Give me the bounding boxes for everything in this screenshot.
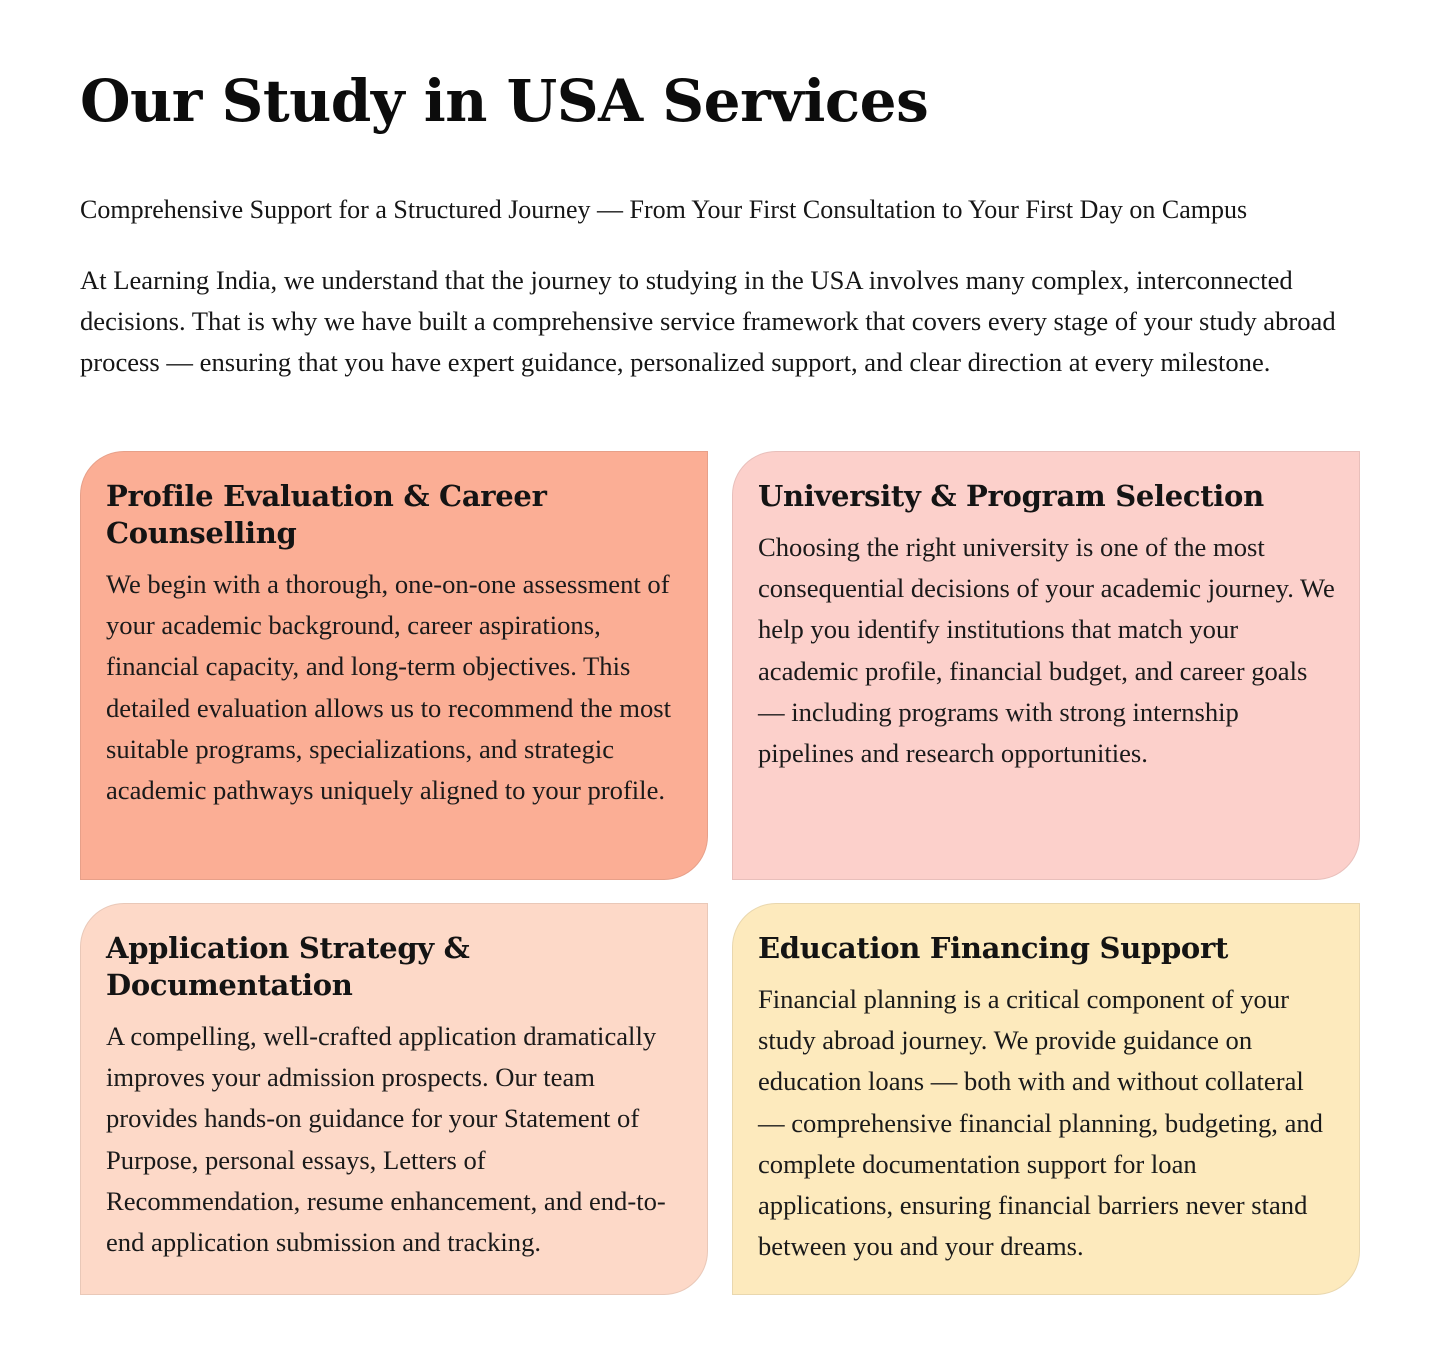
intro-paragraph: At Learning India, we understand that the journey to studying in the USA involves many complex, interconnected decisions. That is why we have built a comprehensive service framework that covers every stage of your study abroad process — ensuring that you have expert guidance, personalized support, and clear direction at every milestone. — [80, 265, 1336, 377]
service-card-body: A compelling, well-crafted application dramatically improves your admission prospects. Our team provides hands-on guidance for your Statement of Purpose, personal essays, Letters of Recommendation, resume enhancement, and end-to-end application submission and tracking. — [106, 1021, 666, 1258]
service-card-education-financing — [732, 903, 1360, 1295]
service-card-profile-evaluation — [80, 451, 708, 880]
service-card-title: Application Strategy & Documentation — [106, 931, 470, 1002]
service-card-university-selection — [732, 451, 1360, 880]
service-card-body: We begin with a thorough, one-on-one assessment of your academic background, career aspirations, financial capacity, and long-term objectives. This detailed evaluation allows us to recommend the most suitable programs, specializations, and strategic academic pathways uniquely aligned to your profile. — [106, 569, 671, 806]
service-card-body: Choosing the right university is one of the most consequential decisions of your academic journey. We help you identify institutions that match your academic profile, financial budget, and career goals — including programs with strong internship pipelines and research opportunities. — [758, 532, 1335, 769]
page-title: Our Study in USA Services — [80, 67, 929, 135]
service-card-title: Education Financing Support — [758, 931, 1229, 965]
page-subtitle: Comprehensive Support for a Structured Journey — From Your First Consultation to Your First Day on Campus — [80, 195, 1248, 224]
service-card-application-strategy — [80, 903, 708, 1295]
service-card-body: Financial planning is a critical component of your study abroad journey. We provide guidance on education loans — both with and without collateral — comprehensive financial planning, budgeting, and complete documentation support for loan applications, ensuring financial barriers never stand between you and your dreams. — [758, 984, 1323, 1262]
service-card-title: Profile Evaluation & Career Counselling — [106, 479, 547, 550]
service-card-title: University & Program Selection — [758, 479, 1264, 513]
